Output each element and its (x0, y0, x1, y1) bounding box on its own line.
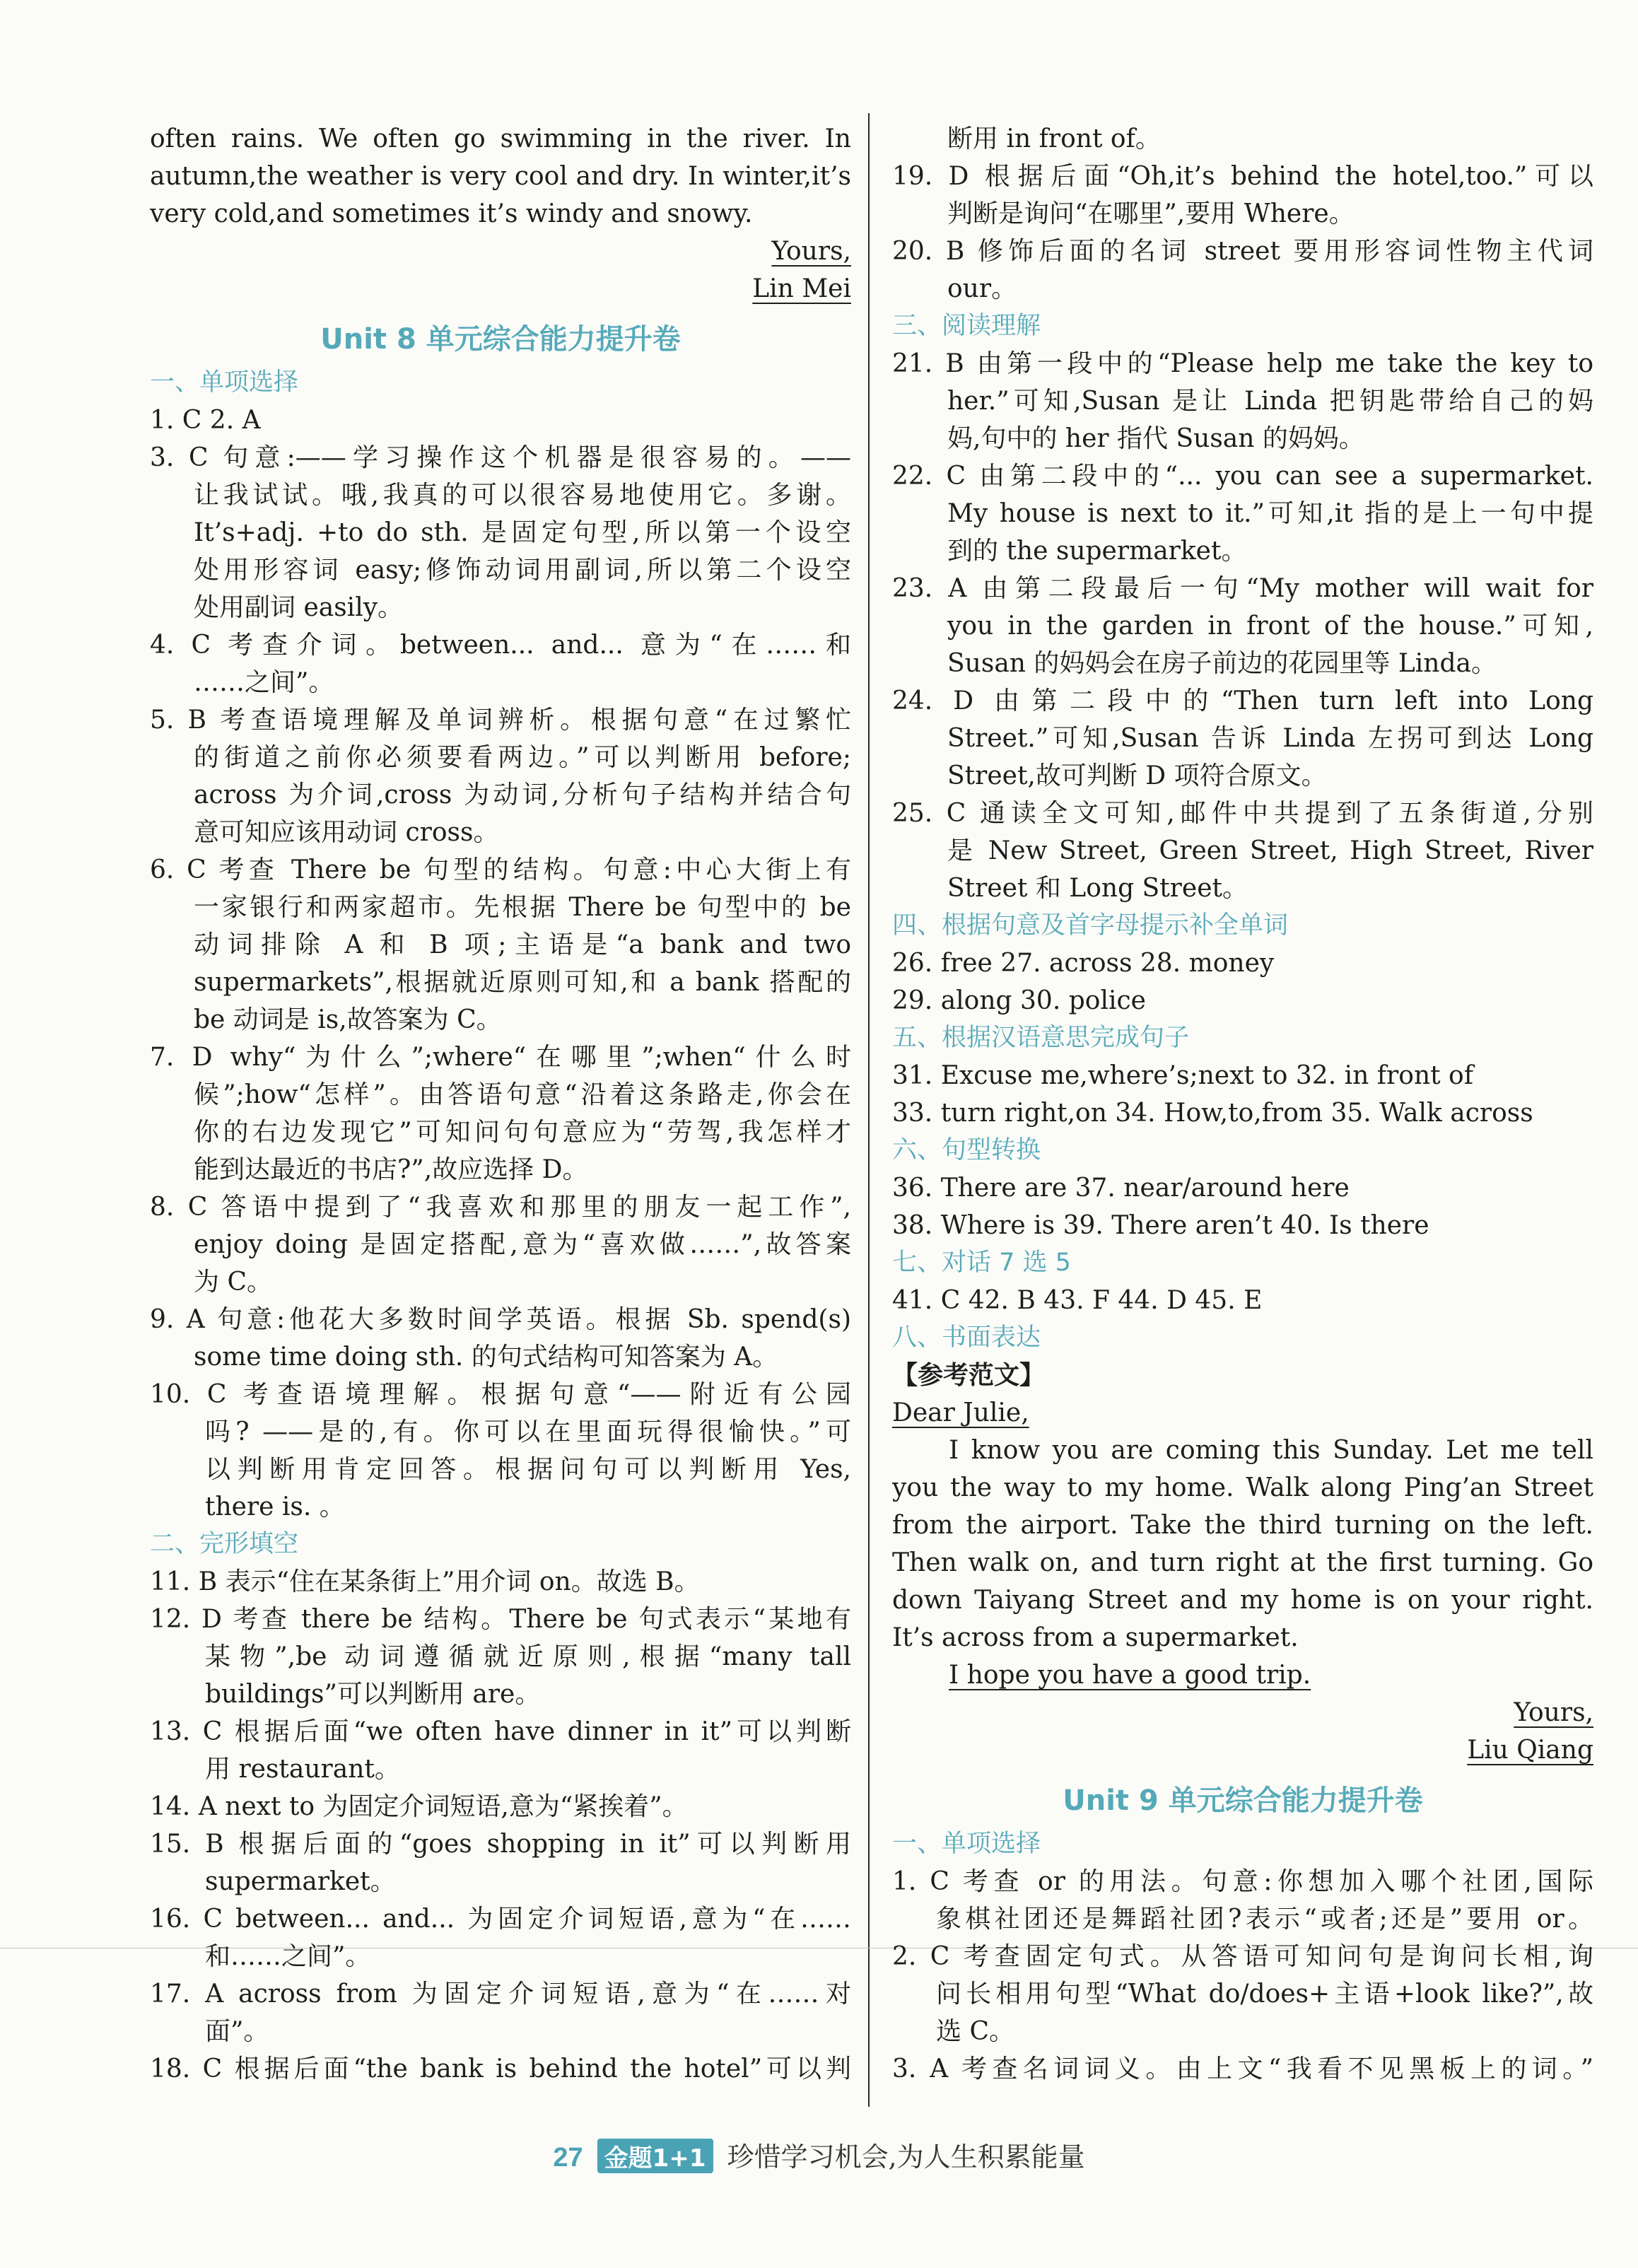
answer-item (150, 1825, 851, 1863)
item-number: 24. (892, 686, 954, 715)
text-line: ……之间”。 (194, 668, 334, 697)
answer-item (892, 945, 1593, 982)
answer-item (892, 1938, 1593, 1975)
text-line: supermarkets”,根据就近原则可知,和 a bank 搭配的 (194, 968, 851, 997)
item-text: along 30. police (940, 986, 1146, 1015)
item-text: C 答语中提到了“我喜欢和那里的朋友一起工作”, (187, 1193, 851, 1222)
text-line: down Taiyang Street and my home is on your right. (892, 1586, 1593, 1615)
answer-item (892, 457, 1593, 495)
item-number: 23. (892, 574, 949, 603)
text-line: you in the garden in front of the house.”可知, (947, 612, 1593, 641)
item-number: 19. (892, 162, 949, 191)
item-number: 7. (150, 1043, 192, 1072)
answer-item (150, 1301, 851, 1338)
text-line: 你的右边发现它”可知问句句意应为“劳驾,我怎样才 (194, 1118, 851, 1147)
item-number: 13. (150, 1717, 203, 1746)
answer-item (150, 1376, 851, 1413)
item-number: 14. (150, 1792, 199, 1821)
text-line: you the way to my home. Walk along Ping’an Street (892, 1473, 1593, 1502)
text-line: 让我试试。哦,我真的可以很容易地使用它。多谢。 (194, 481, 851, 510)
item-number: 12. (150, 1605, 202, 1634)
text-line: there is. 。 (205, 1492, 345, 1521)
item-number: 21. (892, 349, 946, 378)
text-line: Street,故可判断 D 项符合原文。 (947, 761, 1327, 790)
item-text: D 根据后面“Oh,it’s behind the hotel,too.”可以 (948, 162, 1593, 191)
text-line: 为 C。 (194, 1268, 272, 1297)
answer-item (150, 2050, 851, 2088)
text-line: Susan 的妈妈会在房子前边的花园里等 Linda。 (947, 649, 1497, 678)
item-text: A next to 为固定介词短语,意为“紧挨着”。 (198, 1792, 688, 1821)
item-number: 10. (150, 1380, 207, 1409)
item-text: C 2. A (182, 406, 261, 435)
item-number: 33. (892, 1099, 941, 1128)
item-text: D 考查 there be 结构。There be 句式表示“某地有 (201, 1605, 851, 1634)
text-line: her.”可知,Susan 是让 Linda 把钥匙带给自己的妈 (947, 387, 1593, 416)
answer-item (150, 1713, 851, 1750)
item-text: free 27. across 28. money (940, 949, 1275, 978)
answer-item (892, 2050, 1593, 2088)
item-number: 3. (892, 2054, 930, 2083)
answer-item (892, 1863, 1593, 1900)
item-text: C between... and... 为固定介词短语,意为“在…… (203, 1905, 851, 1934)
answer-item (150, 439, 851, 477)
section-heading: 八、书面表达 (892, 1323, 1041, 1352)
answer-item (892, 1169, 1593, 1207)
answer-item (150, 1788, 851, 1825)
text-line: I hope you have a good trip. (949, 1661, 1311, 1690)
text-line: 意可知应该用动词 cross。 (194, 818, 499, 847)
item-text: A 由第二段最后一句“My mother will wait for (948, 574, 1593, 603)
text-line: Dear Julie, (892, 1398, 1029, 1427)
item-text: C 考查介词。between... and... 意为“在……和 (191, 631, 851, 660)
item-number: 26. (892, 949, 941, 978)
item-number: 1. (892, 1867, 930, 1896)
item-number: 41. (892, 1286, 941, 1315)
item-number: 38. (892, 1211, 941, 1240)
item-text: C 考查 or 的用法。句意:你想加入哪个社团,国际 (930, 1867, 1593, 1896)
section-heading: 二、完形填空 (150, 1530, 299, 1558)
item-number: 18. (150, 2054, 203, 2083)
item-text: C 考查语境理解。根据句意“——附近有公园 (206, 1380, 851, 1409)
text-line: from the airport. Take the third turning on the left. (892, 1511, 1593, 1540)
text-line: 处用副词 easily。 (194, 593, 404, 622)
item-text: D 由第二段中的“Then turn left into Long (953, 686, 1593, 715)
answer-item (892, 570, 1593, 607)
text-line: Then walk on, and turn right at the first turning. Go (892, 1548, 1593, 1577)
text-line: 一家银行和两家超市。先根据 There be 句型中的 be (194, 893, 851, 922)
text-line: buildings”可以判断用 are。 (205, 1680, 541, 1709)
text-line: 和……之间”。 (205, 1942, 371, 1971)
text-line: 吗? ——是的,有。你可以在里面玩得很愉快。”可 (205, 1418, 851, 1446)
text-line: Lin Mei (752, 274, 851, 303)
item-number: 2. (892, 1942, 930, 1971)
answer-item (150, 626, 851, 664)
item-number: 9. (150, 1305, 187, 1334)
right-column (892, 120, 1593, 2088)
answer-item (892, 233, 1593, 270)
text-line: be 动词是 is,故答案为 C。 (194, 1005, 502, 1034)
answer-item (892, 1057, 1593, 1094)
item-text: There are 37. near/around here (940, 1174, 1350, 1203)
item-number: 5. (150, 706, 188, 735)
answer-item (150, 1975, 851, 2013)
section-heading: 五、根据汉语意思完成句子 (892, 1024, 1190, 1052)
item-text: C 通读全文可知,邮件中共提到了五条街道,分别 (946, 799, 1593, 828)
answer-item (150, 1039, 851, 1076)
answer-item (150, 1601, 851, 1638)
text-line: 某物”,be 动词遵循就近原则,根据“many tall (205, 1642, 851, 1671)
answer-item (150, 1563, 851, 1601)
item-number: 15. (150, 1830, 206, 1859)
item-number: 11. (150, 1567, 199, 1596)
text-line: My house is next to it.”可知,it 指的是上一句中提 (947, 499, 1593, 528)
section-heading: 四、根据句意及首字母提示补全单词 (892, 911, 1289, 940)
text-line: our。 (947, 274, 1017, 303)
section-heading: 一、单项选择 (892, 1830, 1041, 1858)
text-line: I know you are coming this Sunday. Let me tell (949, 1436, 1593, 1465)
item-text: B 考查语境理解及单词辨析。根据句意“在过繁忙 (187, 706, 851, 735)
section-title: Unit 9 单元综合能力提升卷 (1063, 1784, 1423, 1817)
text-line: 问长相用句型“What do/does+主语+look like?”,故 (936, 1980, 1593, 2009)
item-text: D why“为什么”;where“在哪里”;when“什么时 (192, 1043, 851, 1072)
item-text: B 根据后面的“goes shopping in it”可以判断用 (205, 1830, 851, 1859)
section-heading: 六、句型转换 (892, 1136, 1041, 1164)
text-line: It’s across from a supermarket. (892, 1623, 1299, 1652)
item-text: C 句意:——学习操作这个机器是很容易的。—— (189, 443, 851, 472)
item-text: A 考查名词词义。由上文“我看不见黑板上的词。” (930, 2054, 1593, 2083)
text-line: Street.”可知,Susan 告诉 Linda 左拐可到达 Long (947, 724, 1593, 753)
item-number: 6. (150, 855, 187, 884)
brand-logo: 金题1+1 (597, 2139, 713, 2173)
item-number: 1. (150, 406, 182, 435)
item-text: B 由第一段中的“Please help me take the key to (945, 349, 1593, 378)
item-text: B 表示“住在某条街上”用介词 on。故选 B。 (198, 1567, 700, 1596)
text-line: 以判断用肯定回答。根据问句可以判断用 Yes, (205, 1455, 851, 1484)
footer-slogan: 珍惜学习机会,为人生积累能量 (727, 2141, 1085, 2173)
text-line: 选 C。 (936, 2017, 1014, 2046)
answer-item (892, 158, 1593, 195)
answer-item (892, 982, 1593, 1019)
item-number: 22. (892, 462, 947, 491)
item-text: C 考查固定句式。从答语可知问句是询问长相,询 (930, 1942, 1593, 1971)
item-number: 29. (892, 986, 941, 1015)
item-text: C 42. B 43. F 44. D 45. E (940, 1286, 1263, 1315)
text-line: 断用 in front of。 (947, 124, 1161, 153)
answer-item (150, 701, 851, 739)
item-number: 25. (892, 799, 947, 828)
text-line: autumn,the weather is very cool and dry. In winter,it’s (150, 162, 851, 191)
item-number: 36. (892, 1174, 941, 1203)
answer-item (150, 1900, 851, 1938)
text-line: 面”。 (205, 2017, 269, 2046)
text-line: often rains. We often go swimming in the river. In (150, 124, 851, 153)
text-line: 是 New Street, Green Street, High Street, River (947, 836, 1593, 865)
text-line: Street 和 Long Street。 (947, 874, 1248, 903)
item-number: 4. (150, 631, 192, 660)
item-text: turn right,on 34. How,to,from 35. Walk across (940, 1099, 1533, 1128)
text-line: 候”;how“怎样”。由答语句意“沿着这条路走,你会在 (194, 1080, 851, 1109)
text-line: very cold,and sometimes it’s windy and snowy. (150, 199, 753, 228)
text-line: some time doing sth. 的句式结构可知答案为 A。 (194, 1343, 778, 1372)
answer-item (892, 682, 1593, 720)
item-number: 3. (150, 443, 189, 472)
text-line: enjoy doing 是固定搭配,意为“喜欢做……”,故答案 (194, 1230, 851, 1259)
answer-item (892, 345, 1593, 382)
text-line: 妈,句中的 her 指代 Susan 的妈妈。 (947, 424, 1364, 453)
text-line: 判断是询问“在哪里”,要用 Where。 (947, 199, 1355, 228)
item-text: A 句意:他花大多数时间学英语。根据 Sb. spend(s) (186, 1305, 851, 1334)
item-text: B 修饰后面的名词 street 要用形容词性物主代词 (945, 237, 1593, 266)
answer-item (892, 1094, 1593, 1132)
text-line: 处用形容词 easy;修饰动词用副词,所以第二个设空 (194, 556, 851, 585)
section-heading: 七、对话 7 选 5 (892, 1249, 1071, 1277)
answer-item (892, 1282, 1593, 1319)
item-text: C 考查 There be 句型的结构。句意:中心大街上有 (187, 855, 851, 884)
text-line: 【参考范文】 (892, 1361, 1046, 1390)
item-text: A across from 为固定介词短语,意为“在……对 (205, 1980, 851, 2009)
text-line: 能到达最近的书店?”,故应选择 D。 (194, 1155, 588, 1184)
item-number: 17. (150, 1980, 206, 2009)
text-line: 动词排除 A 和 B 项;主语是“a bank and two (194, 930, 851, 959)
item-number: 8. (150, 1193, 188, 1222)
section-heading: 三、阅读理解 (892, 312, 1041, 340)
text-line: Yours, (1514, 1698, 1593, 1727)
item-text: C 根据后面“we often have dinner in it”可以判断 (202, 1717, 851, 1746)
answer-item (150, 851, 851, 889)
text-line: 用 restaurant。 (205, 1755, 400, 1784)
item-number: 16. (150, 1905, 204, 1934)
item-text: Excuse me,where’s;next to 32. in front of (940, 1061, 1474, 1090)
section-title: Unit 8 单元综合能力提升卷 (320, 323, 681, 356)
item-text: C 根据后面“the bank is behind the hotel”可以判 (202, 2054, 851, 2083)
answer-item (150, 1188, 851, 1226)
item-text: C 由第二段中的“... you can see a supermarket. (946, 462, 1593, 491)
answer-item (892, 795, 1593, 832)
page-number: 27 (553, 2143, 583, 2173)
section-heading: 一、单项选择 (150, 368, 299, 397)
text-line: Liu Qiang (1467, 1736, 1593, 1765)
text-line: Yours, (771, 237, 851, 266)
text-line: 的街道之前你必须要看两边。”可以判断用 before; (194, 743, 851, 772)
text-line: supermarket。 (205, 1867, 396, 1896)
text-line: 到的 the supermarket。 (947, 537, 1247, 566)
item-number: 31. (892, 1061, 941, 1090)
text-line: 象棋社团还是舞蹈社团?表示“或者;还是”要用 or。 (936, 1905, 1593, 1934)
text-line: It’s+adj. +to do sth. 是固定句型,所以第一个设空 (194, 518, 851, 547)
column-divider (868, 113, 870, 2107)
answer-item (150, 402, 851, 439)
item-text: Where is 39. There aren’t 40. Is there (940, 1211, 1429, 1240)
left-column (150, 120, 851, 2088)
text-line: across 为介词,cross 为动词,分析句子结构并结合句 (194, 781, 851, 809)
page-footer (0, 2135, 1638, 2174)
answer-item (892, 1207, 1593, 1244)
item-number: 20. (892, 237, 946, 266)
